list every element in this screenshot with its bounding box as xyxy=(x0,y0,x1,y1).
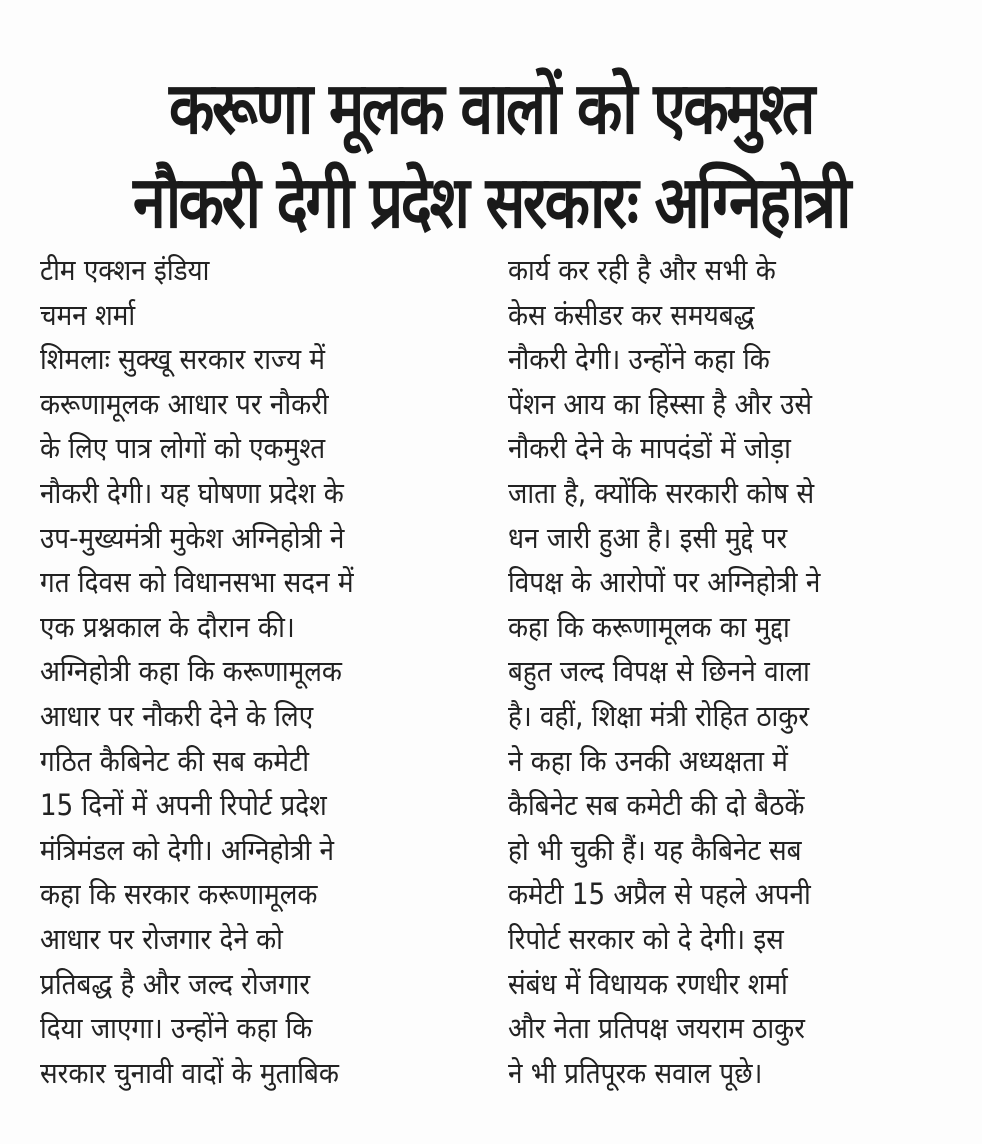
article-line: हो भी चुकी हैं। यह कैबिनेट सब xyxy=(508,832,802,867)
article-line: ने कहा कि उनकी अध्यक्षता में xyxy=(508,743,788,778)
article-line: आधार पर नौकरी देने के लिए xyxy=(40,698,314,733)
byline-author: चमन शर्मा xyxy=(40,297,136,332)
article-line: पेंशन आय का हिस्सा है और उसे xyxy=(508,386,813,421)
article-line: केस कंसीडर कर समयबद्ध xyxy=(508,297,755,332)
article-line: धन जारी हुआ है। इसी मुद्दे पर xyxy=(508,520,788,555)
article-line: नौकरी देगी। उन्होंने कहा कि xyxy=(508,342,770,377)
article-line: संबंध में विधायक रणधीर शर्मा xyxy=(508,966,788,1001)
article-line: 15 दिनों में अपनी रिपोर्ट प्रदेश xyxy=(40,788,327,823)
article-column-left xyxy=(40,248,480,1095)
article-line: नौकरी देगी। यह घोषणा प्रदेश के xyxy=(40,475,344,510)
article-line: कहा कि सरकार करूणामूलक xyxy=(40,877,318,912)
article-column-right xyxy=(508,248,948,1095)
article-line: आधार पर रोजगार देने को xyxy=(40,921,283,956)
article-line: मंत्रिमंडल को देगी। अग्निहोत्री ने xyxy=(40,832,335,867)
article-line: उप-मुख्यमंत्री मुकेश अग्निहोत्री ने xyxy=(40,520,345,555)
article-line: कैबिनेट सब कमेटी की दो बैठकें xyxy=(508,788,805,823)
article-line: कार्य कर रही है और सभी के xyxy=(508,253,776,287)
article-line: कमेटी 15 अप्रैल से पहले अपनी xyxy=(508,877,811,912)
article-line: गठित कैबिनेट की सब कमेटी xyxy=(40,743,309,778)
article-line: विपक्ष के आरोपों पर अग्निहोत्री ने xyxy=(508,565,821,600)
article-line: एक प्रश्नकाल के दौरान की। xyxy=(40,609,295,644)
article-line: अग्निहोत्री कहा कि करूणामूलक xyxy=(40,654,342,689)
article-line: कहा कि करूणामूलक का मुद्दा xyxy=(508,609,790,644)
article-line: दिया जाएगा। उन्होंने कहा कि xyxy=(40,1011,313,1046)
headline xyxy=(20,61,962,249)
byline-agency: टीम एक्शन इंडिया xyxy=(40,253,210,287)
article-line: सरकार चुनावी वादों के मुताबिक xyxy=(40,1055,339,1090)
article-line: नौकरी देने के मापदंडों में जोड़ा xyxy=(508,431,791,466)
article-line: प्रतिबद्ध है और जल्द रोजगार xyxy=(40,966,311,1001)
article-line: बहुत जल्द विपक्ष से छिनने वाला xyxy=(508,654,810,689)
article-line: है। वहीं, शिक्षा मंत्री रोहित ठाकुर xyxy=(508,698,809,733)
article-line: रिपोर्ट सरकार को दे देगी। इस xyxy=(508,921,784,956)
headline-line: नौकरी देगी प्रदेश सरकारः अग्निहोत्री xyxy=(133,160,849,245)
article-line: करूणामूलक आधार पर नौकरी xyxy=(40,386,329,421)
headline-line: करूणा मूलक वालों को एकमुश्त xyxy=(169,66,813,151)
article-line: और नेता प्रतिपक्ष जयराम ठाकुर xyxy=(508,1011,805,1046)
article-line: जाता है, क्योंकि सरकारी कोष से xyxy=(508,475,815,510)
article-line: के लिए पात्र लोगों को एकमुश्त xyxy=(40,431,326,466)
article-line: शिमलाः सुक्खू सरकार राज्य में xyxy=(40,342,326,377)
article-line: ने भी प्रतिपूरक सवाल पूछे। xyxy=(508,1055,763,1090)
article-line: गत दिवस को विधानसभा सदन में xyxy=(40,565,354,600)
